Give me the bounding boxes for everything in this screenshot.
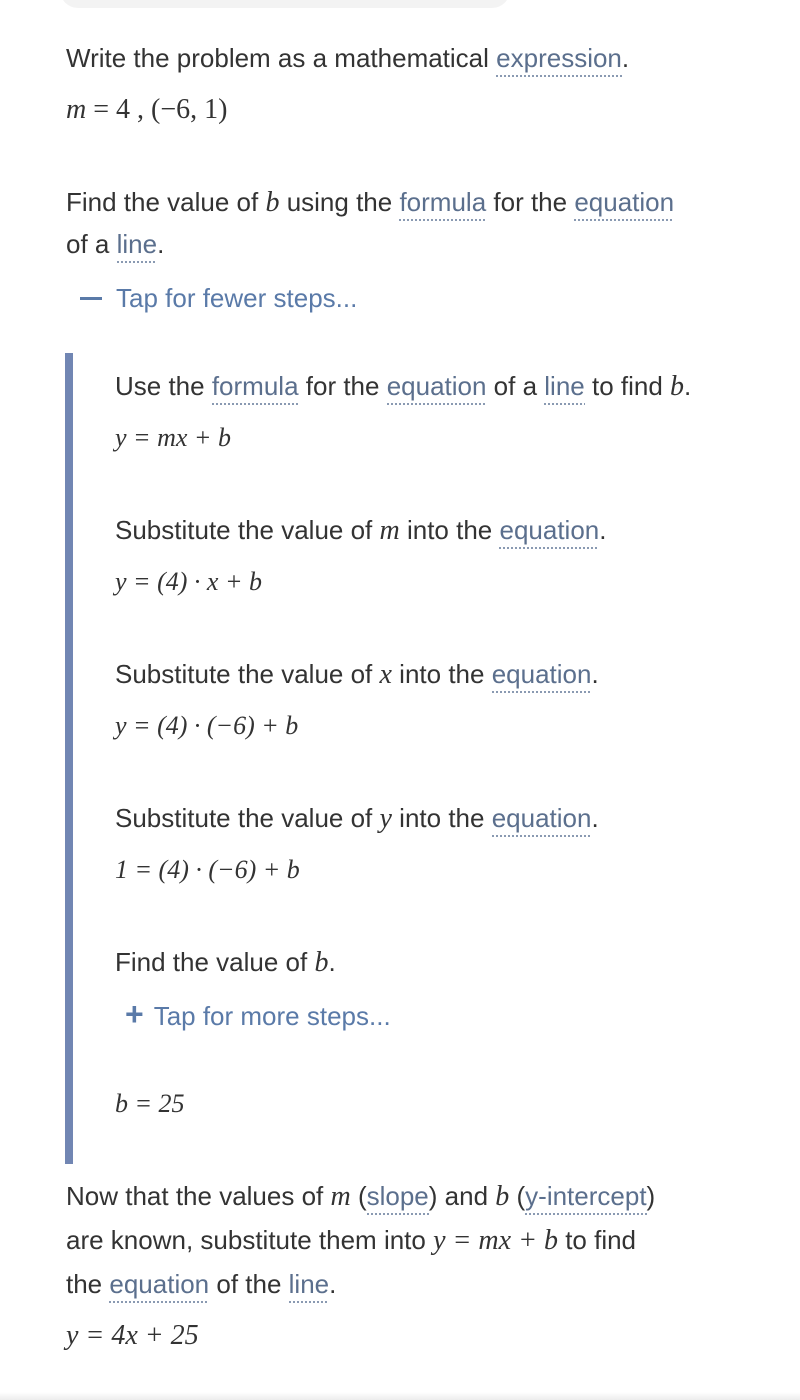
term-line-3[interactable]: line (289, 1269, 329, 1303)
var-b-4: b (495, 1181, 510, 1212)
find-b-period: . (157, 229, 165, 259)
conclusion-line-1 (66, 1174, 655, 1219)
find-b-text-2: using the (279, 187, 400, 217)
intro-period: . (621, 43, 630, 73)
final-formula (66, 1316, 199, 1356)
step2-t1: Substitute the value of (115, 515, 380, 545)
conclusion-t1: Now that the values of (66, 1181, 331, 1211)
step5-t2: . (328, 947, 336, 977)
top-rounded-bar (60, 0, 510, 8)
step3-t1: Substitute the value of (115, 659, 380, 689)
term-equation-6[interactable]: equation (109, 1269, 209, 1303)
var-m: m (379, 515, 400, 546)
given-expression (66, 90, 227, 130)
conclusion-t8: the (66, 1269, 110, 1299)
find-b-text: Find the value of (66, 187, 266, 217)
step3-t2: into the (391, 659, 492, 689)
tap-fewer-label: Tap for fewer steps... (116, 283, 358, 313)
term-line-2[interactable]: line (544, 371, 584, 405)
intro-text: Write the problem as a mathematical (66, 43, 497, 73)
conclusion-t4: ( (509, 1181, 526, 1211)
step2-t2: into the (399, 515, 500, 545)
term-formula[interactable]: formula (399, 187, 486, 221)
var-y: y (379, 803, 392, 834)
step3-formula (115, 706, 298, 746)
term-equation-5[interactable]: equation (492, 803, 592, 837)
term-expression[interactable]: expression (496, 43, 622, 77)
conclusion-t6: are known, substitute them into (66, 1225, 434, 1255)
conclusion-t10: . (329, 1269, 337, 1299)
var-b-3: b (314, 947, 329, 978)
step4-t1: Substitute the value of (115, 803, 380, 833)
step2-t3: . (599, 515, 607, 545)
step4-formula-text: 1 = (4) · (−6) + b (115, 855, 300, 884)
term-slope[interactable]: slope (367, 1181, 429, 1215)
result-b-text: b = 25 (115, 1089, 185, 1118)
step2-formula-text: y = (4) · x + b (115, 567, 262, 596)
find-b-text-4: of a (66, 229, 117, 259)
term-y-intercept[interactable]: y-intercept (525, 1181, 646, 1215)
step4-t2: into the (391, 803, 492, 833)
step1-t3: of a (486, 371, 545, 401)
conclusion-t9: of the (209, 1269, 289, 1299)
step1-text (115, 364, 691, 409)
final-formula-text: y = 4x + 25 (66, 1320, 199, 1351)
step3-formula-text: y = (4) · (−6) + b (115, 711, 299, 740)
tap-fewer-steps-button[interactable] (80, 278, 357, 318)
step1-t5: . (684, 371, 692, 401)
step1-formula (115, 418, 231, 458)
step1-t4: to find (584, 371, 671, 401)
step5-t1: Find the value of (115, 947, 315, 977)
tap-more-steps-button[interactable] (125, 994, 391, 1036)
term-equation-4[interactable]: equation (492, 659, 592, 693)
var-x: x (379, 659, 392, 690)
step4-text (115, 796, 599, 841)
step1-t1: Use the (115, 371, 212, 401)
find-b-text-3: for the (486, 187, 575, 217)
step3-t3: . (591, 659, 599, 689)
bottom-shadow-bar (0, 1392, 800, 1400)
var-b: b (265, 187, 280, 218)
step2-text (115, 508, 606, 553)
term-equation-3[interactable]: equation (499, 515, 599, 549)
step5-text (115, 940, 336, 985)
find-b-line-1 (66, 180, 674, 225)
minus-icon (80, 297, 102, 300)
tap-more-label: Tap for more steps... (153, 1001, 391, 1031)
step3-text (115, 652, 599, 697)
step2-formula (115, 562, 262, 602)
term-formula-2[interactable]: formula (212, 371, 299, 405)
term-equation-2[interactable]: equation (387, 371, 487, 405)
term-line[interactable]: line (117, 229, 157, 263)
plus-icon: + (125, 996, 144, 1032)
conclusion-line-3 (66, 1262, 336, 1306)
step1-formula-text: y = mx + b (115, 423, 231, 452)
given-m-var: m (66, 94, 87, 125)
conclusion-t3: ) and (428, 1181, 496, 1211)
conclusion-t5: ) (646, 1181, 656, 1211)
conclusion-t7: to find (557, 1225, 637, 1255)
inline-formula: y = mx + b (433, 1225, 558, 1256)
result-b-formula (115, 1084, 185, 1124)
conclusion-t2: ( (350, 1181, 367, 1211)
steps-left-bar (65, 353, 73, 1164)
step1-t2: for the (298, 371, 387, 401)
given-values: = 4 , (−6, 1) (86, 94, 228, 125)
term-equation[interactable]: equation (574, 187, 674, 221)
conclusion-line-2 (66, 1218, 636, 1263)
step4-t3: . (591, 803, 599, 833)
find-b-line-2 (66, 222, 164, 266)
step4-formula (115, 850, 300, 890)
var-b-2: b (670, 371, 685, 402)
var-m-2: m (330, 1181, 351, 1212)
intro-line (66, 36, 629, 80)
